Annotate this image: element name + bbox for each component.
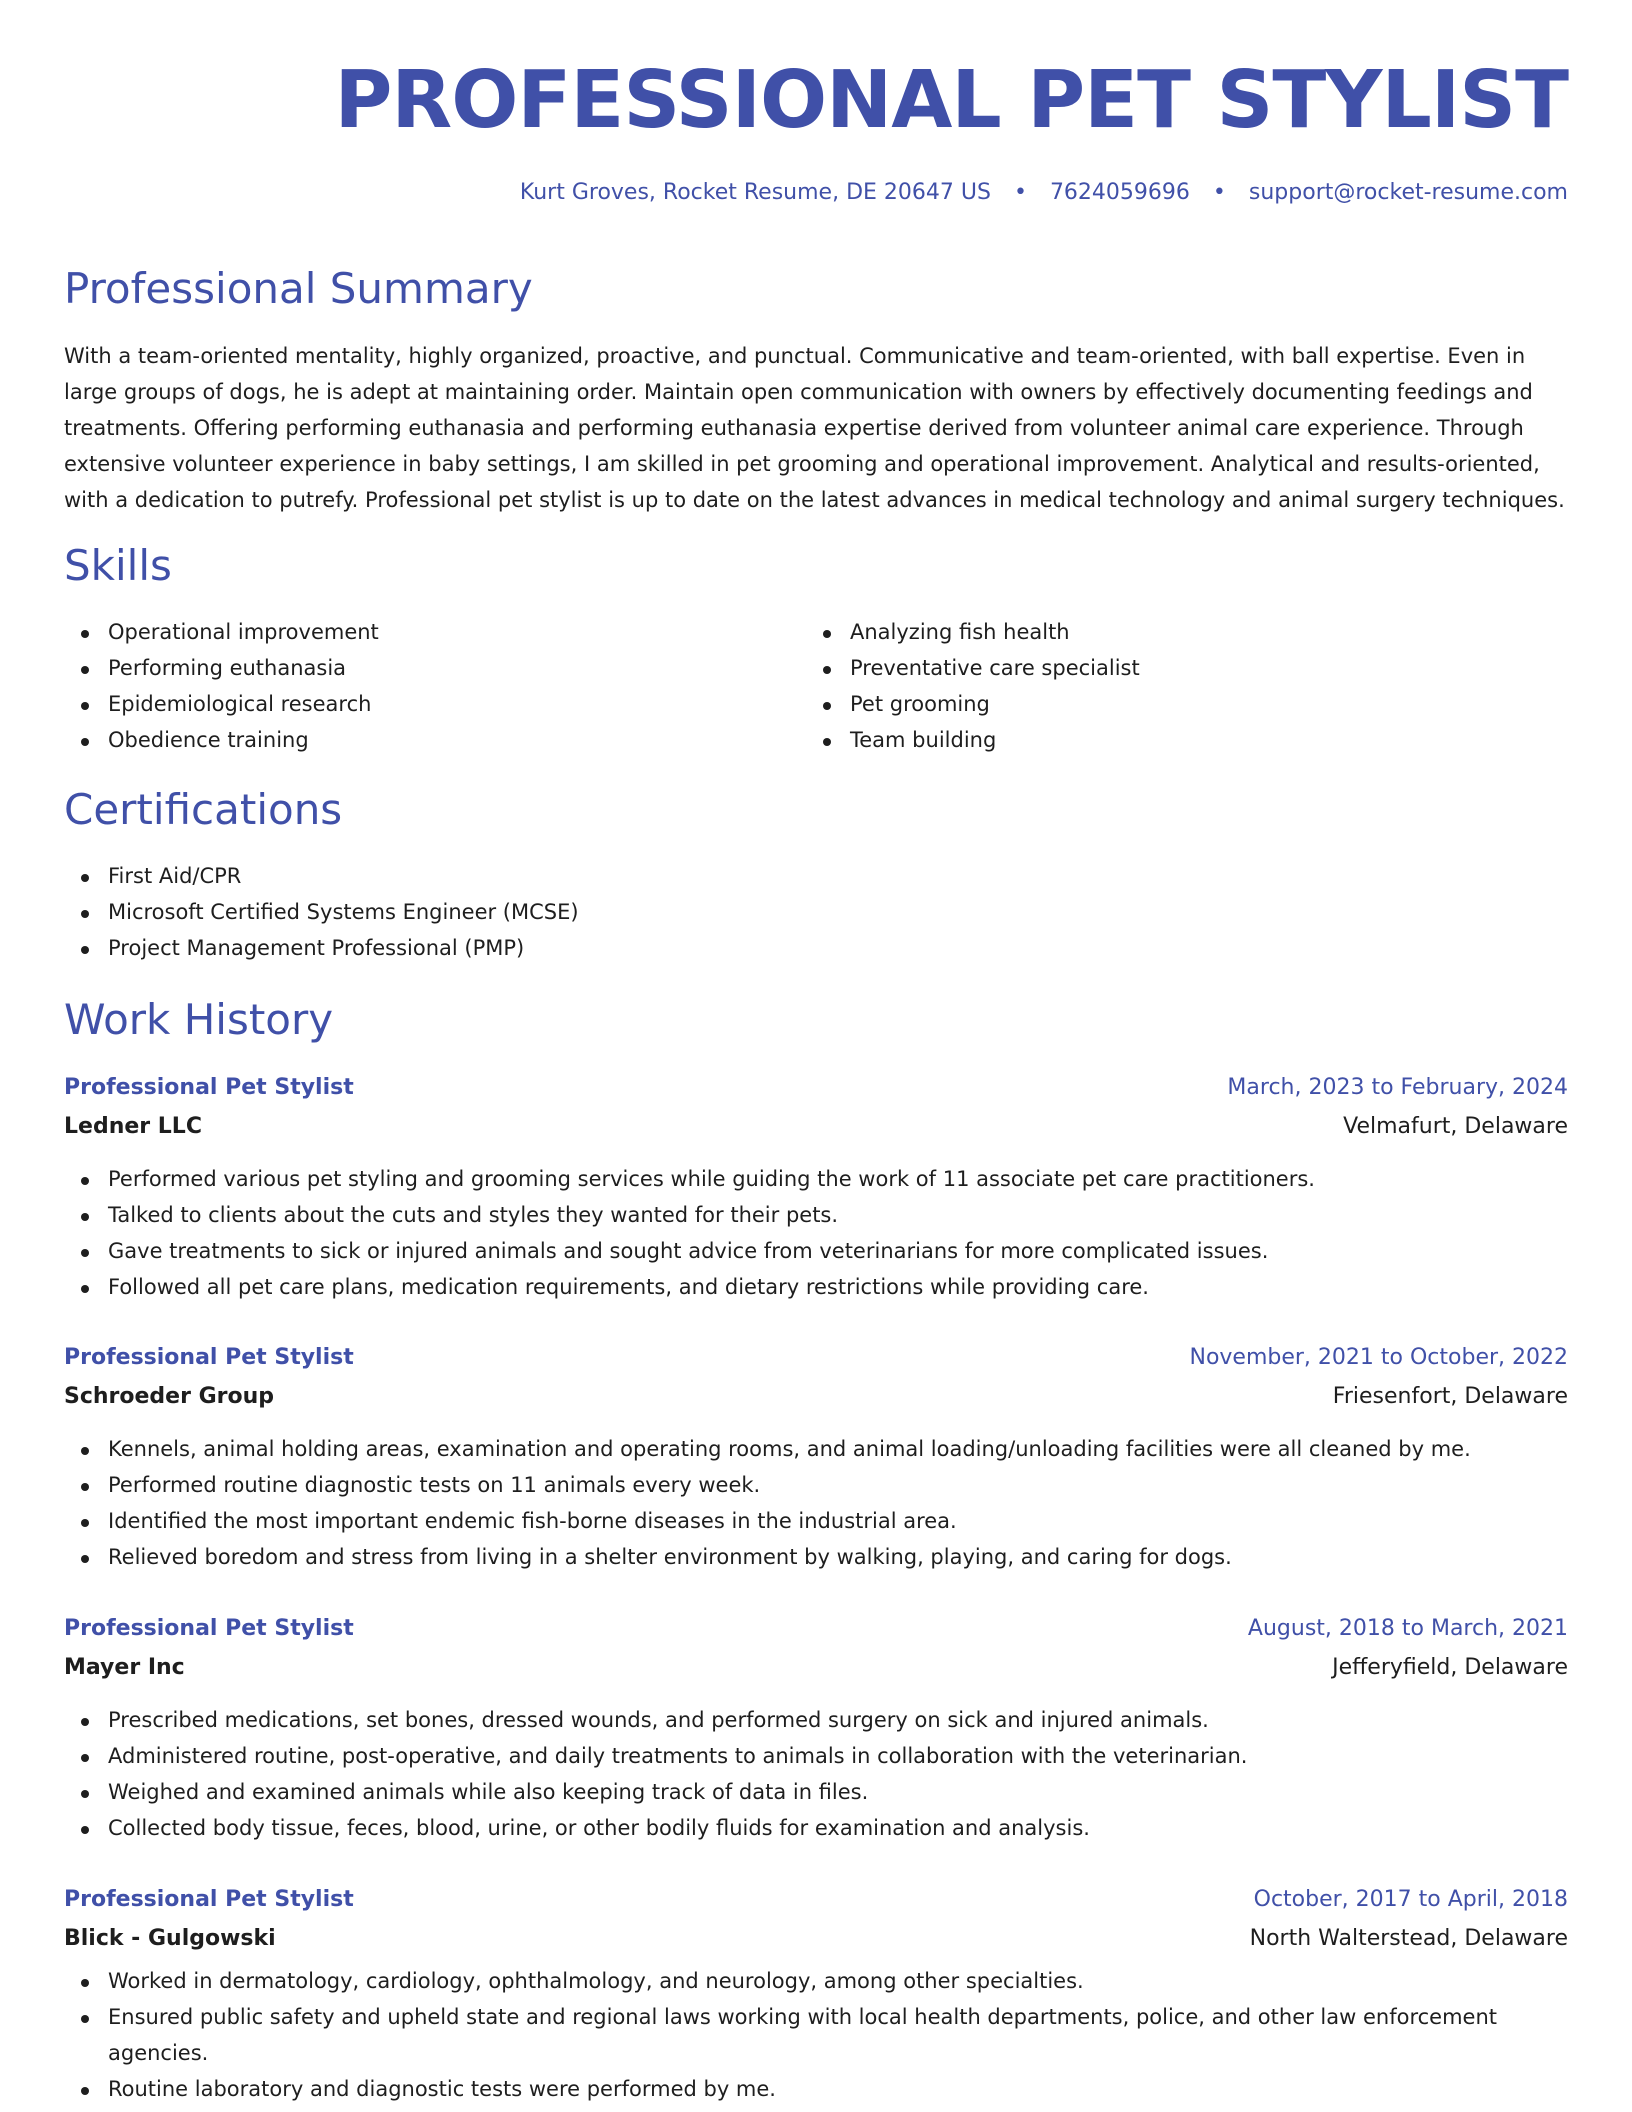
job-duty: Worked in dermatology, cardiology, ophthalmology, and neurology, among other specialties. xyxy=(64,1963,1568,1999)
skill-item: Obedience training xyxy=(64,722,764,758)
resume-page xyxy=(64,0,1568,2101)
bullet-icon xyxy=(81,702,89,710)
skill-item: Team building xyxy=(806,722,1506,758)
job-company-row xyxy=(64,1377,1568,1416)
job-duty: Routine laboratory and diagnostic tests were performed by me. xyxy=(64,2071,1568,2107)
bullet-icon xyxy=(81,1826,89,1834)
bullet-icon xyxy=(823,666,831,674)
bullet-icon xyxy=(81,1718,89,1726)
job-duty: Talked to clients about the cuts and styles they wanted for their pets. xyxy=(64,1197,1568,1233)
job-dates: October, 2017 to April, 2018 xyxy=(1253,1887,1568,1912)
skill-item: Analyzing fish health xyxy=(806,614,1506,650)
skills-list-right xyxy=(806,614,1506,758)
skills-heading: Skills xyxy=(64,541,172,590)
job-duty: Followed all pet care plans, medication requirements, and dietary restrictions while providing care. xyxy=(64,1269,1568,1305)
job-duties-list xyxy=(64,1963,1568,2107)
bullet-icon xyxy=(81,1979,89,1987)
bullet-icon xyxy=(81,910,89,918)
bullet-icon xyxy=(81,1285,89,1293)
bullet-icon xyxy=(81,2015,89,2023)
job-duty: Kennels, animal holding areas, examination and operating rooms, and animal loading/unloading facilities were all cleaned by me. xyxy=(64,1431,1568,1467)
bullet-icon xyxy=(823,630,831,638)
bullet-icon xyxy=(823,738,831,746)
job-duty: Relieved boredom and stress from living in a shelter environment by walking, playing, and caring for dogs. xyxy=(64,1539,1568,1575)
bullet-icon xyxy=(81,946,89,954)
job-duty: Performed various pet styling and grooming services while guiding the work of 11 associate pet care practitioners. xyxy=(64,1161,1568,1197)
certifications-list xyxy=(64,858,1568,966)
bullet-icon xyxy=(81,1249,89,1257)
bullet-icon xyxy=(81,1790,89,1798)
bullet-icon xyxy=(81,1213,89,1221)
contact-address: Kurt Groves, Rocket Resume, DE 20647 US xyxy=(519,180,991,205)
job-entry xyxy=(64,1609,1568,1846)
job-entry xyxy=(64,1338,1568,1575)
bullet-icon xyxy=(81,1555,89,1563)
certification-item: Microsoft Certified Systems Engineer (MCSE) xyxy=(64,894,1568,930)
work-history-heading: Work History xyxy=(64,995,334,1044)
job-duty: Collected body tissue, feces, blood, urine, or other bodily fluids for examination and analysis. xyxy=(64,1810,1568,1846)
job-dates: November, 2021 to October, 2022 xyxy=(1189,1345,1568,1370)
contact-line xyxy=(64,182,1568,204)
bullet-icon xyxy=(81,1177,89,1185)
job-header-row xyxy=(64,1068,1568,1107)
job-company: Ledner LLC xyxy=(64,1114,202,1139)
job-title: Professional Pet Stylist xyxy=(64,1887,354,1912)
resume-title: PROFESSIONAL PET STYLIST xyxy=(334,54,1568,146)
job-company-row xyxy=(64,1648,1568,1687)
job-location: North Walterstead, Delaware xyxy=(1249,1926,1568,1951)
job-header-row xyxy=(64,1609,1568,1648)
job-duty: Prescribed medications, set bones, dressed wounds, and performed surgery on sick and injured animals. xyxy=(64,1702,1568,1738)
job-duty: Identified the most important endemic fish-borne diseases in the industrial area. xyxy=(64,1503,1568,1539)
contact-separator: • xyxy=(1013,180,1027,205)
job-header-row xyxy=(64,1338,1568,1377)
job-entry xyxy=(64,1068,1568,1305)
job-duties-list xyxy=(64,1161,1568,1305)
skill-item: Performing euthanasia xyxy=(64,650,764,686)
contact-separator: • xyxy=(1212,180,1226,205)
skills-list-left xyxy=(64,614,764,758)
skill-item: Operational improvement xyxy=(64,614,764,650)
job-duty: Administered routine, post-operative, and daily treatments to animals in collaboration with the veterinarian. xyxy=(64,1738,1568,1774)
certification-item: Project Management Professional (PMP) xyxy=(64,930,1568,966)
summary-heading: Professional Summary xyxy=(64,264,533,313)
bullet-icon xyxy=(823,702,831,710)
job-duty: Gave treatments to sick or injured animals and sought advice from veterinarians for more complicated issues. xyxy=(64,1233,1568,1269)
job-duty: Weighed and examined animals while also keeping track of data in files. xyxy=(64,1774,1568,1810)
skill-item: Pet grooming xyxy=(806,686,1506,722)
job-header-row xyxy=(64,1880,1568,1919)
job-company-row xyxy=(64,1919,1568,1958)
job-duty: Ensured public safety and upheld state and regional laws working with local health departments, police, and other law enforcement agencies. xyxy=(64,1999,1568,2071)
certifications-heading: Certifications xyxy=(64,785,343,834)
job-dates: August, 2018 to March, 2021 xyxy=(1247,1616,1568,1641)
job-location: Friesenfort, Delaware xyxy=(1332,1384,1568,1409)
job-title: Professional Pet Stylist xyxy=(64,1616,354,1641)
summary-text: With a team-oriented mentality, highly organized, proactive, and punctual. Communicative and team-oriented, with ball expertise. Even in large groups of dogs, he is adept at maintaining order. Maintain open communication with owners by effectively documenting feedings and treatments. Offering performing euthanasia and performing euthanasia expertise derived from volunteer animal care experience. Through extensive volunteer experience in baby settings, I am skilled in pet grooming and operational improvement. Analytical and results-oriented, with a dedication to putrefy. Professional pet stylist is up to date on the latest advances in medical technology and animal surgery techniques. xyxy=(64,344,1565,512)
job-duty: Performed routine diagnostic tests on 11 animals every week. xyxy=(64,1467,1568,1503)
bullet-icon xyxy=(81,1447,89,1455)
bullet-icon xyxy=(81,630,89,638)
bullet-icon xyxy=(81,1754,89,1762)
job-location: Velmafurt, Delaware xyxy=(1343,1114,1568,1139)
bullet-icon xyxy=(81,1519,89,1527)
job-dates: March, 2023 to February, 2024 xyxy=(1227,1075,1568,1100)
job-title: Professional Pet Stylist xyxy=(64,1345,354,1370)
job-company-row xyxy=(64,1107,1568,1146)
job-title: Professional Pet Stylist xyxy=(64,1075,354,1100)
skill-item: Preventative care specialist xyxy=(806,650,1506,686)
job-company: Mayer Inc xyxy=(64,1655,185,1680)
bullet-icon xyxy=(81,666,89,674)
job-company: Blick - Gulgowski xyxy=(64,1926,276,1951)
certification-item: First Aid/CPR xyxy=(64,858,1568,894)
contact-phone: 7624059696 xyxy=(1049,180,1190,205)
skill-item: Epidemiological research xyxy=(64,686,764,722)
bullet-icon xyxy=(81,738,89,746)
job-duties-list xyxy=(64,1702,1568,1846)
bullet-icon xyxy=(81,874,89,882)
job-company: Schroeder Group xyxy=(64,1384,275,1409)
job-duties-list xyxy=(64,1431,1568,1575)
contact-email[interactable]: support@rocket-resume.com xyxy=(1248,180,1568,205)
job-entry xyxy=(64,1880,1568,2107)
bullet-icon xyxy=(81,2087,89,2095)
job-location: Jefferyfield, Delaware xyxy=(1332,1655,1568,1680)
bullet-icon xyxy=(81,1483,89,1491)
